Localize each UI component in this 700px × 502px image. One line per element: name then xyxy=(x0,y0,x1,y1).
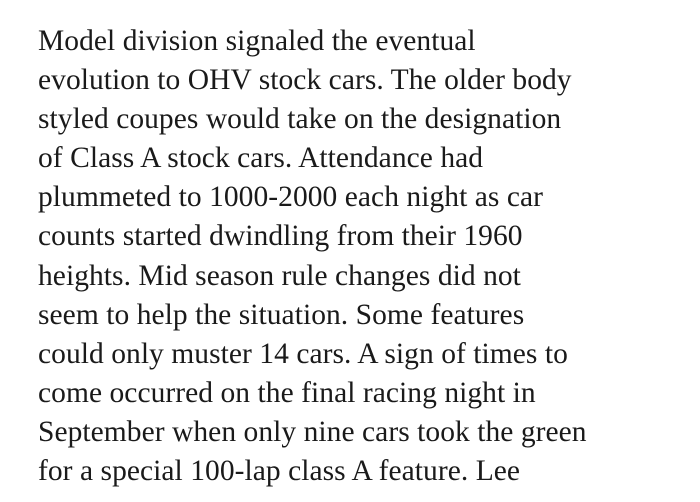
paragraph-line-4: of Class A stock cars. Attendance had xyxy=(38,142,484,175)
body-paragraph xyxy=(38,22,688,491)
paragraph-line-3: styled coupes would take on the designation xyxy=(38,103,562,136)
paragraph-line-11: September when only nine cars took the green xyxy=(38,415,587,448)
paragraph-line-5: plummeted to 1000-2000 each night as car xyxy=(38,181,543,214)
paragraph-line-8: seem to help the situation. Some features xyxy=(38,298,525,331)
paragraph-line-2: evolution to OHV stock cars. The older body xyxy=(38,64,572,97)
paragraph-line-9: could only muster 14 cars. A sign of times to xyxy=(38,337,568,370)
paragraph-line-12: for a special 100-lap class A feature. Lee xyxy=(38,455,521,488)
paragraph-line-1: Model division signaled the eventual xyxy=(38,25,476,57)
paragraph-line-7: heights. Mid season rule changes did not xyxy=(38,259,521,292)
paragraph-line-6: counts started dwindling from their 1960 xyxy=(38,220,523,253)
paragraph-line-10: come occurred on the final racing night in xyxy=(38,376,536,409)
